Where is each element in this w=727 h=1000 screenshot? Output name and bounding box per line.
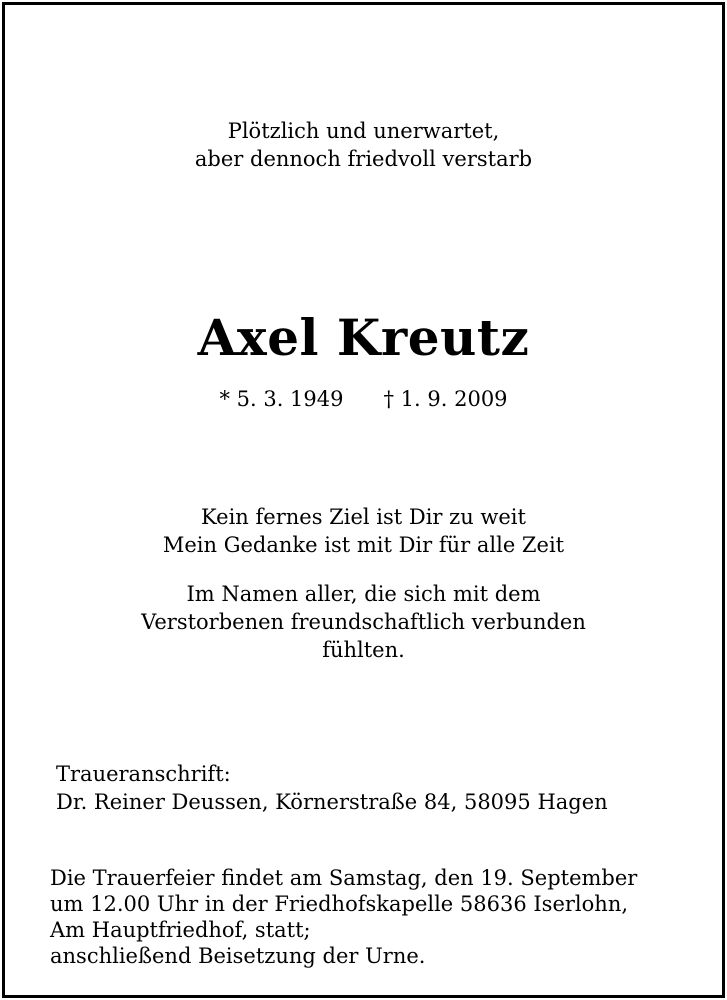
verse bbox=[0, 503, 727, 559]
intro-text bbox=[0, 117, 727, 173]
verse-line-2: Mein Gedanke ist mit Dir für alle Zeit bbox=[162, 533, 565, 557]
deceased-name: Axel Kreutz bbox=[197, 308, 530, 367]
funeral-ceremony-info bbox=[50, 865, 637, 969]
mourners-line-2: Verstorbenen freundschaftlich verbunden bbox=[141, 610, 586, 634]
mourning-address bbox=[56, 760, 608, 816]
mourners-statement bbox=[0, 580, 727, 664]
ceremony-line-3: Am Hauptfriedhof, statt; bbox=[50, 918, 311, 942]
ceremony-line-4: anschließend Beisetzung der Urne. bbox=[50, 944, 426, 968]
address-label: Traueranschrift: bbox=[56, 762, 231, 786]
verse-line-1: Kein fernes Ziel ist Dir zu weit bbox=[201, 505, 526, 529]
intro-line-2: aber dennoch friedvoll verstarb bbox=[194, 147, 533, 171]
birth-date: * 5. 3. 1949 bbox=[219, 387, 344, 411]
death-date: † 1. 9. 2009 bbox=[383, 387, 508, 411]
intro-line-1: Plötzlich und unerwartet, bbox=[227, 119, 500, 143]
mourners-line-1: Im Namen aller, die sich mit dem bbox=[186, 582, 541, 606]
life-dates bbox=[0, 385, 727, 413]
mourners-line-3: fühlten. bbox=[322, 638, 405, 662]
ceremony-line-2: um 12.00 Uhr in der Friedhofskapelle 58636 Iserlohn, bbox=[50, 892, 629, 916]
ceremony-line-1: Die Trauerfeier findet am Samstag, den 19. September bbox=[50, 866, 638, 890]
address-value: Dr. Reiner Deussen, Körnerstraße 84, 58095 Hagen bbox=[56, 790, 608, 814]
